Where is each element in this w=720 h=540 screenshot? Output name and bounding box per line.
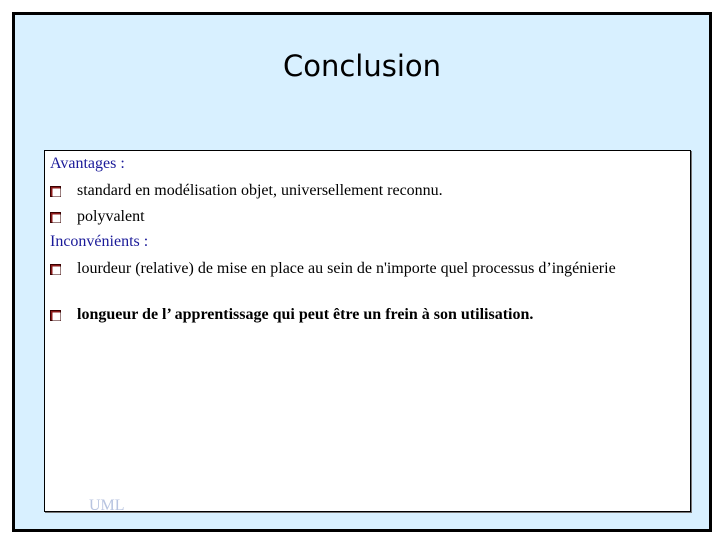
disadvantage-text: longueur de l’ apprentissage qui peut être un frein à son utilisation. (77, 306, 534, 323)
disadvantage-text: lourdeur (relative) de mise en place au sein de n'importe quel processus d’ingénierie (77, 260, 616, 277)
slide-title: Conclusion (282, 49, 442, 83)
advantage-item (50, 207, 650, 227)
square-checkbox-bullet-icon (50, 264, 61, 275)
disadvantage-item (50, 259, 650, 279)
slide (12, 12, 712, 532)
content-box (44, 150, 691, 512)
disadvantage-item (50, 305, 650, 325)
square-checkbox-bullet-icon (50, 310, 61, 321)
advantage-text: standard en modélisation objet, universellement reconnu. (77, 182, 443, 199)
disadvantages-heading: Inconvénients : (50, 233, 149, 250)
advantages-heading: Avantages : (50, 155, 125, 172)
square-checkbox-bullet-icon (50, 186, 61, 197)
advantage-text: polyvalent (77, 208, 145, 225)
footer-label: UML (89, 497, 125, 514)
advantage-item (50, 181, 650, 201)
square-checkbox-bullet-icon (50, 212, 61, 223)
